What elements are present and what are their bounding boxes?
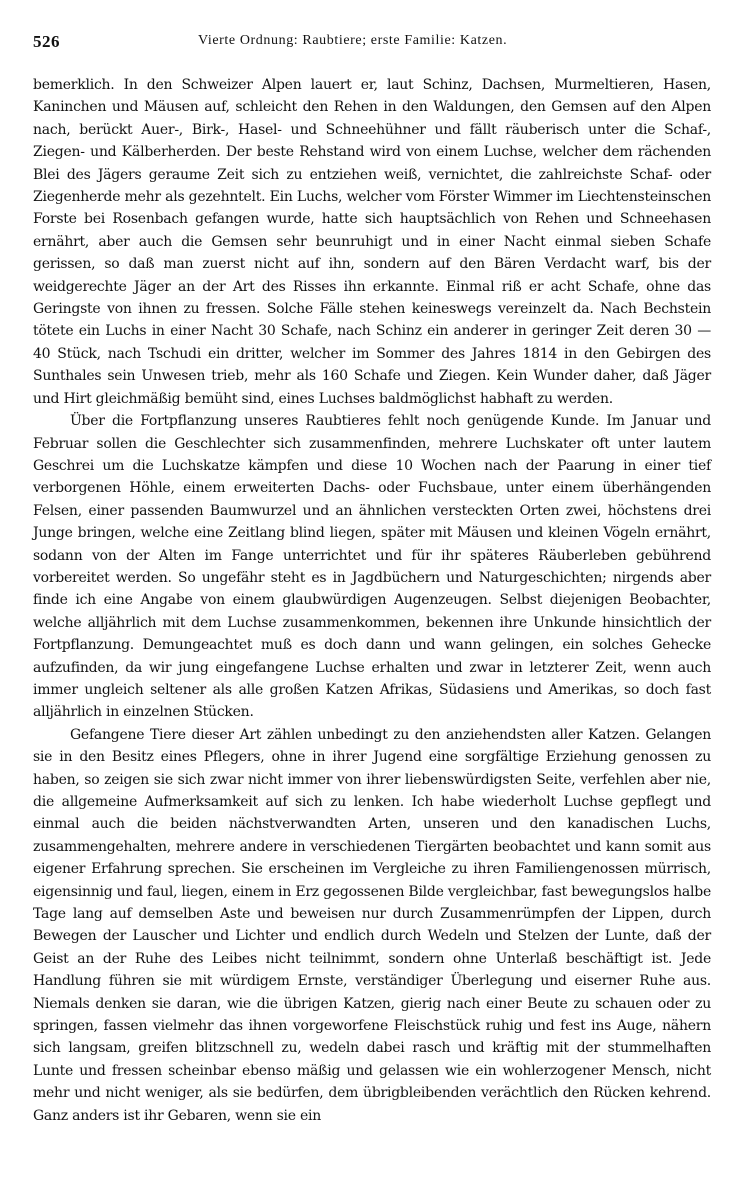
paragraph: Gefangene Tiere dieser Art zählen unbedingt zu den anziehendsten aller Katzen. Gelangen sie in den Besitz eines Pflegers, ohne in ihrer Jugend eine sorgfältige Erziehung genossen zu haben, so zeigen sie sich zwar nicht immer von ihrer liebenswürdigsten Seite, verfehlen aber nie, die allgemeine Aufmerksamkeit auf sich zu lenken. Ich habe wiederholt Luchse gepflegt und einmal auch die beiden nächstverwandten Arten, unseren und den kanadischen Luchs, zusammengehalten, mehrere andere in verschiedenen Tiergärten beobachtet und kann somit aus eigener Erfahrung sprechen. Sie erscheinen im Vergleiche zu ihren Familiengenossen mürrisch, eigensinnig und faul, liegen, einem in Erz gegossenen Bilde vergleichbar, fast bewegungslos halbe Tage lang auf demselben Aste und beweisen nur durch Zusammenrümpfen der Lippen, durch Bewegen der Lauscher und Lichter und endlich durch Wedeln und Stelzen der Lunte, daß der Geist an der Ruhe des Leibes nicht teilnimmt, sondern ohne Unterlaß beschäftigt ist. Jede Handlung führen sie mit würdigem Ernste, verständiger Überlegung und eiserner Ruhe aus. Niemals denken sie daran, wie die übrigen Katzen, gierig nach einer Beute zu schauen oder zu springen, fassen vielmehr das ihnen vorgeworfene Fleischstück ruhig und fest ins Auge, nähern sich langsam, greifen blitzschnell zu, wedeln dabei rasch und kräftig mit der stummelhaften Lunte und fressen scheinbar ebenso mäßig und gelassen wie ein wohlerzogener Mensch, nicht mehr und nicht weniger, als sie bedürfen, dem übrigbleibenden verächtlich den Rücken kehrend. Ganz anders ist ihr Gebaren, wenn sie ein [33, 726, 711, 1124]
body-text [33, 74, 711, 1127]
running-head: Vierte Ordnung: Raubtiere; erste Familie: Katzen. [198, 33, 508, 48]
paragraph: Über die Fortpflanzung unseres Raubtieres fehlt noch genügende Kunde. Im Januar und Februar sollen die Geschlechter sich zusammenfinden, mehrere Luchskater oft unter lautem Geschrei um die Luchskatze kämpfen und diese 10 Wochen nach der Paarung in einer tief verborgenen Höhle, einem erweiterten Dachs- oder Fuchsbaue, unter einem überhängenden Felsen, einer passenden Baumwurzel und an ähnlichen versteckten Orten zwei, höchstens drei Junge bringen, welche eine Zeitlang blind liegen, später mit Mäusen und kleinen Vögeln ernährt, sodann von der Alten im Fange unterrichtet und für ihr späteres Räuberleben gebührend vorbereitet werden. So ungefähr steht es in Jagdbüchern und Naturgeschichten; nirgends aber finde ich eine Angabe von einem glaubwürdigen Augenzeugen. Selbst diejenigen Beobachter, welche alljährlich mit dem Luchse zusammenkommen, bekennen ihre Unkunde hinsichtlich der Fortpflanzung. Demungeachtet muß es doch dann und wann gelingen, ein solches Geheckе aufzufinden, da wir jung eingefangene Luchse erhalten und zwar in letzterer Zeit, wenn auch immer ungleich seltener als alle großen Katzen Afrikas, Südasiens und Amerikas, so doch fast alljährlich in einzelnen Stücken. [33, 413, 711, 721]
book-page [33, 22, 711, 1187]
paragraph: bemerklich. In den Schweizer Alpen lauert er, laut Schinz, Dachsen, Murmeltieren, Hasen, Kaninchen und Mäusen auf, schleicht den Rehen in den Waldungen, den Gemsen auf den Alpen nach, berückt Auer-, Birk-, Hasel- und Schneehühner und fällt räuberisch unter die Schaf-, Ziegen- und Kälberherden. Der beste Rehstand wird von einem Luchse, welcher dem rächenden Blei des Jägers geraume Zeit sich zu entziehen weiß, vernichtet, die zahlreichste Schaf- oder Ziegenherde mehr als gezehntelt. Ein Luchs, welcher vom Förster Wimmer im Liechtensteinschen Forste bei Rosenbach gefangen wurde, hatte sich hauptsächlich von Rehen und Schneehasen ernährt, aber auch die Gemsen sehr beunruhigt und in einer Nacht einmal sieben Schafe gerissen, so daß man zuerst nicht auf ihn, sondern auf den Bären Verdacht warf, bis der weidgerechte Jäger an der Art des Risses ihn erkannte. Einmal riß er acht Schafe, ohne das Geringste von ihnen zu fressen. Solche Fälle stehen keineswegs vereinzelt da. Nach Bechstein tötete ein Luchs in einer Nacht 30 Schafe, nach Schinz ein anderer in geringer Zeit deren 30 — 40 Stück, nach Tschudi ein dritter, welcher im Sommer des Jahres 1814 in den Gebirgen des Sunthales sein Unwesen trieb, mehr als 160 Schafe und Ziegen. Kein Wunder daher, daß Jäger und Hirt gleichmäßig bemüht sind, eines Luchses baldmöglichst habhaft zu werden. [33, 77, 711, 407]
page-number: 526 [33, 32, 60, 51]
page-header [33, 22, 711, 52]
